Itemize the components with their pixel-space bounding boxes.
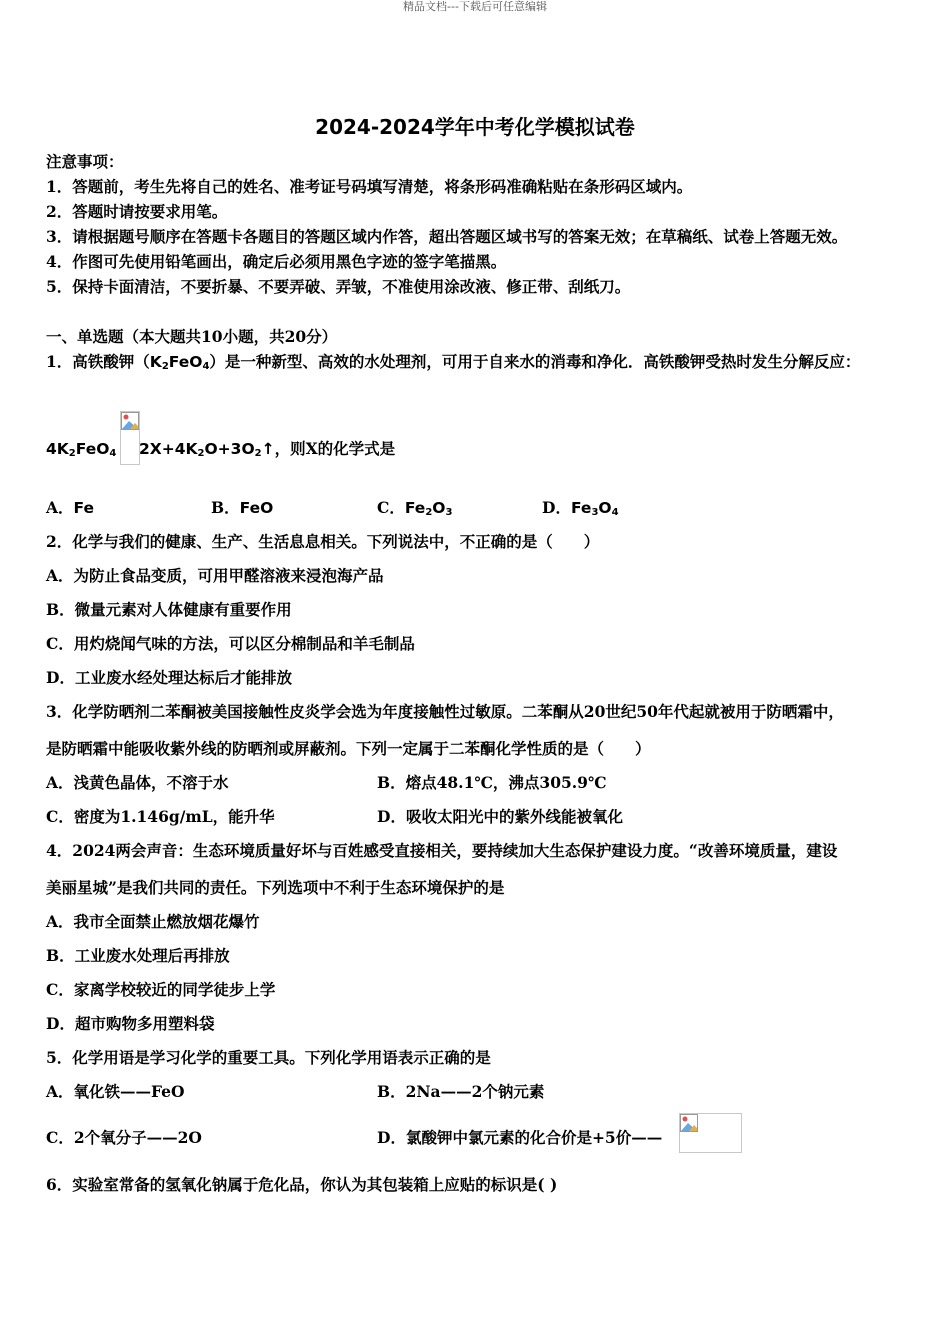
q5-option-c: C．2个氧分子——2O: [46, 1128, 202, 1147]
q3-stem-line2: 是防晒霜中能吸收紫外线的防晒剂或屏蔽剂。下列一定属于二苯酮化学性质的是（ ）: [46, 739, 651, 758]
q1-option-b: [211, 498, 273, 518]
q2-option-b: B．微量元素对人体健康有重要作用: [46, 600, 292, 619]
eq-right-arrow: ↑: [261, 440, 275, 458]
eq-right-sub2b: 2: [254, 448, 262, 459]
reaction-condition-image: [120, 411, 140, 465]
notice-item-5: 5．保持卡面清洁，不要折暴、不要弄破、弄皱，不准使用涂改液、修正带、刮纸刀。: [46, 277, 631, 296]
q1-option-d-formula: [571, 499, 619, 517]
q4-option-c: C．家离学校较近的同学徒步上学: [46, 980, 276, 999]
valence-image: [679, 1113, 742, 1153]
q5-stem: 5．化学用语是学习化学的重要工具。下列化学用语表示正确的是: [46, 1048, 491, 1067]
q3-option-a: A．浅黄色晶体，不溶于水: [46, 773, 229, 792]
q2-option-c: C．用灼烧闻气味的方法，可以区分棉制品和羊毛制品: [46, 634, 415, 653]
q1-stem-pre: 1．高铁酸钾（: [46, 352, 150, 371]
q3-option-c: C．密度为1.146g/mL，能升华: [46, 807, 275, 826]
eq-tail: ，则X的化学式是: [274, 439, 396, 458]
page-title: 2024-2024学年中考化学模拟试卷: [315, 115, 635, 139]
q1-option-c-formula: [405, 499, 453, 517]
q3-option-b: B．熔点48.1℃，沸点305.9℃: [377, 773, 607, 792]
eq-right-a: 2X+4K: [139, 440, 198, 458]
notice-item-1: 1．答题前，考生先将自己的姓名、准考证号码填写清楚，将条形码准确粘贴在条形码区域内。: [46, 177, 693, 196]
q1-option-d: [542, 498, 619, 523]
q1-formula-sub4: 4: [202, 361, 210, 372]
d-sub2: 4: [611, 507, 619, 518]
q4-stem-line2: 美丽星城”是我们共同的责任。下列选项中不利于生态环境保护的是: [46, 878, 505, 897]
q2-stem: 2．化学与我们的健康、生产、生活息息相关。下列说法中，不正确的是（ ）: [46, 532, 600, 551]
q3-option-d: D．吸收太阳光中的紫外线能被氧化: [377, 807, 623, 826]
q1-option-d-label: D．: [542, 498, 571, 517]
d-main: Fe: [570, 499, 592, 517]
q1-equation-left: [46, 439, 116, 464]
q1-formula-k: K: [149, 353, 162, 371]
eq-left: 4K: [46, 440, 69, 458]
q1-equation-right: [139, 439, 395, 464]
q1-option-a: [46, 498, 94, 518]
c-main: Fe: [404, 499, 426, 517]
q1-formula-feo: FeO: [168, 353, 203, 371]
q4-option-b: B．工业废水处理后再排放: [46, 946, 230, 965]
q6-stem: 6．实验室常备的氢氧化钠属于危化品，你认为其包装箱上应贴的标识是( ): [46, 1175, 558, 1194]
q1-option-c-label: C．: [377, 498, 405, 517]
d-sub1: 3: [591, 507, 599, 518]
q5-option-a: A．氧化铁——FeO: [46, 1082, 185, 1101]
broken-image-icon: [121, 412, 139, 430]
notice-item-4: 4．作图可先使用铅笔画出，确定后必须用黑色字迹的签字笔描黑。: [46, 252, 507, 271]
q1-stem-post: ）是一种新型、高效的水处理剂，可用于自来水的消毒和净化．高铁酸钾受热时发生分解反应：: [209, 352, 861, 371]
q1-formula-sub2: 2: [161, 361, 169, 372]
q1-option-a-text: Fe: [73, 499, 95, 517]
q4-option-d: D．超市购物多用塑料袋: [46, 1014, 215, 1033]
q4-option-a: A．我市全面禁止燃放烟花爆竹: [46, 912, 260, 931]
notice-item-2: 2．答题时请按要求用笔。: [46, 202, 228, 221]
q5-option-d: D．氯酸钾中氯元素的化合价是+5价——: [377, 1128, 663, 1147]
q1-option-a-label: A．: [46, 498, 74, 517]
q3-stem-line1: 3．化学防晒剂二苯酮被美国接触性皮炎学会选为年度接触性过敏原。二苯酮从20世纪50年代起就被用于防晒霜中，: [46, 702, 844, 721]
eq-right-sub2: 2: [197, 448, 205, 459]
c-mid: O: [432, 499, 446, 517]
q1-formula: [150, 353, 210, 371]
q5-option-b: B．2Na——2个钠元素: [377, 1082, 545, 1101]
q2-option-a: A．为防止食品变质，可用甲醛溶液来浸泡海产品: [46, 566, 384, 585]
section-heading: 一、单选题（本大题共10小题，共20分）: [46, 327, 338, 346]
notice-item-3: 3．请根据题号顺序在答题卡各题目的答题区域内作答，超出答题区域书写的答案无效；在草稿纸、试卷上答题无效。: [46, 227, 848, 246]
q4-stem-line1: 4．2024两会声音：生态环境质量好坏与百姓感受直接相关，要持续加大生态保护建设力度。“改善环境质量，建设: [46, 841, 838, 860]
q2-option-d: D．工业废水经处理达标后才能排放: [46, 668, 292, 687]
q1-stem: [46, 352, 860, 377]
eq-left-sub4: 4: [109, 448, 117, 459]
broken-image-icon: [680, 1114, 698, 1132]
c-sub2: 3: [445, 507, 453, 518]
c-sub1: 2: [425, 507, 433, 518]
eq-left-mid: FeO: [75, 440, 110, 458]
q1-option-b-label: B．: [211, 498, 240, 517]
q1-option-c: [377, 498, 452, 523]
eq-left-sub2: 2: [68, 448, 76, 459]
page-header-note: 精品文档---下载后可任意编辑: [403, 0, 547, 13]
q1-option-b-text: FeO: [239, 499, 274, 517]
notice-heading: 注意事项：: [46, 152, 124, 171]
d-mid: O: [598, 499, 612, 517]
eq-right-b: O+3O: [204, 440, 255, 458]
